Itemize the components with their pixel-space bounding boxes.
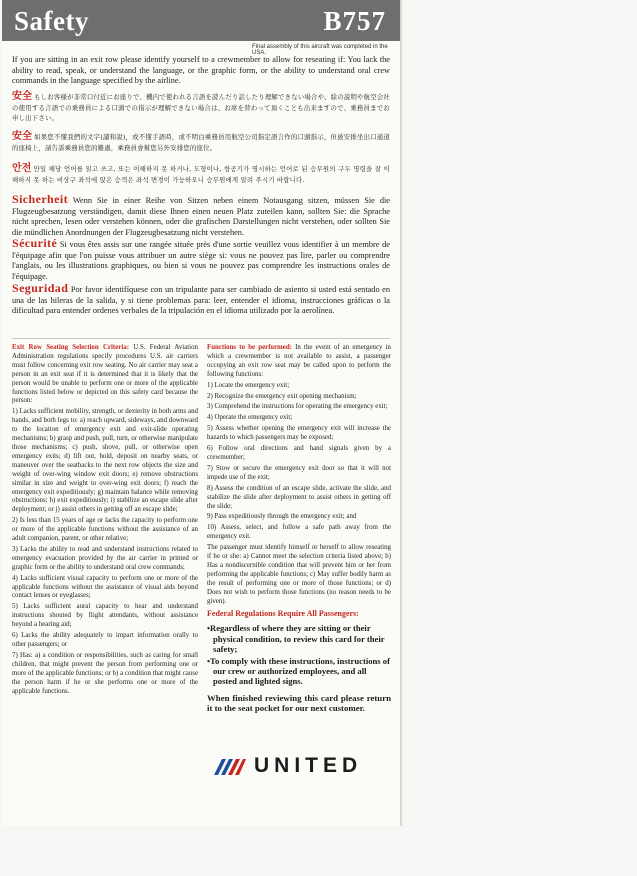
function-item: 2) Recognize the emergency exit opening mechanism; <box>207 392 357 400</box>
text-spanish: Por favor identifíquese con un tripulante para ser cambiado de asiento si usted está sentado en una de las hileras de la salida, y si tiene problemas para: leer, entender el idioma, instrucciones gráficas o la dificultad para entender ordenes verbales de la tripulación en el idioma utilizado por la aerolínea. <box>12 285 390 316</box>
functions-intro <box>207 344 391 380</box>
text-chinese: 如果您不懂我們的文字(讀和說)，或不懂手語時，或不明白乘務員用航空公司指定語言作的口頭指示，但被安排坐出口通道的座椅上，請告訴乘務員您的難處，乘務員會幫您另外安排您的座位。 <box>12 133 391 152</box>
section-french <box>12 238 390 282</box>
criteria-item: 2) Is less than 15 years of age or lacks the capacity to perform one or more of the applicable functions without the assistance of an adult companion, parent, or other relative; <box>12 517 198 543</box>
section-spanish <box>12 283 390 317</box>
criteria-item: 3) Lacks the ability to read and understand instructions related to emergency evacuation provided by the air carrier in printed or graphic form or the ability to understand oral crew commands; <box>12 545 198 571</box>
text-german: Wenn Sie in einer Reihe von Sitzen neben einem Notausgang sitzen, müssen Sie die Flugzeugbesatzung verständigen, damit diese Ihnen einen neuen Platz zuteilen kann, sollten Sie: die Sprache nicht sprechen, lesen oder verstehen können, oder die grafischen Darstellungen nicht verstehen, oder sollten Sie die mündlichen Anordnungen der Flugzeugbesatzung nicht verstehen. <box>12 196 390 237</box>
right-column <box>207 344 391 713</box>
functions-intro-text: In the event of an emergency in which a crewmember is not available to assist, a passenger occupying an exit row seat may be called upon to perform the following functions: <box>207 344 391 378</box>
text-japanese: もしお客様が非常口付近にお座りで、機内で使われる言語を読んだり話したり理解できない場合や、絵の説明や航空会社の使用する言語での乗務員による口頭での指示が理解できない場合は、お席を替わって頂くことも出来ますので、乗務員までお申し出下さい。 <box>12 93 391 123</box>
criteria-intro <box>12 344 198 406</box>
criteria-heading: Exit Row Seating Selection Criteria: <box>12 344 129 351</box>
united-tulip-icon <box>212 757 246 777</box>
label-french: Sécurité <box>12 236 58 250</box>
label-korean: 안전 <box>12 163 32 174</box>
section-japanese <box>12 92 390 124</box>
label-japanese: 安全 <box>12 91 33 102</box>
function-item: 5) Assess whether opening the emergency exit will increase the hazards to which passengers may be exposed; <box>207 425 391 442</box>
regulation-bullet: •Regardless of where they are sitting or their physical condition, to review this card for their safety; <box>207 623 385 654</box>
function-item: 4) Operate the emergency exit; <box>207 414 293 422</box>
return-card-note: When finished reviewing this card please return it to the seat pocket for our next customer. <box>207 692 391 713</box>
reseating-note: The passenger must identify himself or herself to allow reseating if he or she: a) Cannot meet the selection criteria listed above; b) Has a nondiscernible condition that will prevent him or her from performing the applicable functions; c) May suffer bodily harm as the result of performing one or more of those functions; or d) Does not wish to perform those functions (no reason needs to be given). <box>207 544 391 605</box>
federal-regulations-heading: Federal Regulations Require All Passengers: <box>207 609 359 619</box>
label-spanish: Seguridad <box>12 281 69 295</box>
criteria-intro-text: U.S. Federal Aviation Administration regulations specify procedures U.S. air carriers must follow concerning exit row seating. No air carrier may seat a person in an exit seat if it is determined that it is likely that the person would be unable to perform one or more of the applicable functions listed below or depicted on this safety card because the person: <box>12 344 198 405</box>
left-column <box>12 344 198 698</box>
label-chinese: 安全 <box>12 131 33 142</box>
regulation-bullet: •To comply with these instructions, instructions of our crew or authorized employees, and all posted and lighted signs. <box>207 655 390 687</box>
section-german <box>12 194 390 238</box>
function-item: 3) Comprehend the instructions for operating the emergency exit; <box>207 403 388 411</box>
function-item: 6) Follow oral directions and hand signals given by a crewmember; <box>207 445 391 461</box>
label-german: Sicherheit <box>12 192 68 206</box>
text-french: Si vous êtes assis sur une rangée située près d'une sortie veuillez vous identifier à un membre de l'équipage afin que l'on puisse vous attribuer un autre siège si: vous ne pouvez pas lire, parler ou comprendre l'anglais, ou les illustrations graphiques, ou bien si vous ne pouvez pas comprendre les instructions orales de l'équipage. <box>12 240 390 281</box>
criteria-item: 6) Lacks the ability adequately to impart information orally to other passengers; or <box>12 632 198 648</box>
safety-card <box>2 0 402 826</box>
function-item: 1) Locate the emergency exit; <box>207 381 290 389</box>
section-divider <box>12 338 390 339</box>
assembly-note: Final assembly of this aircraft was completed in the USA. <box>252 44 388 56</box>
function-item: 7) Stow or secure the emergency exit door so that it will not impede use of the exit; <box>207 464 391 481</box>
functions-heading: Functions to be performed: <box>207 344 292 351</box>
criteria-item: 5) Lacks sufficient aural capacity to hear and understand instructions shouted by flight attendants, without assistance beyond a hearing aid; <box>12 603 198 629</box>
intro-english: If you are sitting in an exit row please identify yourself to a crewmember to allow for reseating if: You lack the ability to read, speak, or understand the language, or the graphic form, or the ability to understand oral crew commands in the language specified by the airline. <box>12 55 390 86</box>
airline-logo <box>212 754 392 777</box>
text-korean: 만일 해당 언어를 읽고 쓰고, 또는 이해하지 못 하거나, 도형이나, 항공기가 명시하는 언어로 된 승무원의 구두 명령을 잘 이해하지 못 하는 비상구 좌석에 앉은 승객은 좌석 변경이 가능하오니 승무원에게 알려 주시기 바랍니다. <box>12 165 390 184</box>
criteria-item: 1) Lacks sufficient mobility, strength, or dexterity in both arms and hands, and both legs to: a) reach upward, sideways, and downward to the location of emergency exit and exit-slide operating mechanisms; b) grasp and push, pull, turn, or otherwise manipulate those mechanisms; c) push, shove, pull, or otherwise open emergency exits; d) lift out, hold, deposit on nearby seats, or maneuver over the seatbacks to the next row objects the size and weight of over-wing window exit doors; e) remove obstructions similar in size and weight to over-wing exit doors; f) reach the emergency exit expeditiously; g) maintain balance while removing obstructions; h) exit expeditiously; i) stabilize an escape slide after deployment; or j) assist others in getting off an escape slide; <box>12 408 198 514</box>
criteria-item: 4) Lacks sufficient visual capacity to perform one or more of the applicable functions without the assistance of visual aids beyond contact lenses or eyeglasses; <box>12 574 198 600</box>
aircraft-model: B757 <box>323 6 386 36</box>
card-header <box>2 0 400 41</box>
function-item: 8) Assess the condition of an escape slide, activate the slide, and stabilize the slide after deployment to assist others in getting off the slide; <box>207 484 391 510</box>
function-item: 9) Pass expeditiously through the emergency exit; and <box>207 513 357 521</box>
card-title: Safety <box>14 6 89 36</box>
function-item: 10) Assess, select, and follow a safe path away from the emergency exit. <box>207 524 391 541</box>
section-chinese <box>12 132 390 153</box>
airline-name: UNITED <box>254 754 363 777</box>
section-korean <box>12 164 390 185</box>
criteria-item: 7) Has: a) a condition or responsibilities, such as caring for small children, that might prevent the person from performing one or more of the applicable functions; or b) a condition that might cause the person harm if he or she performs one or more of the applicable functions. <box>12 651 198 695</box>
